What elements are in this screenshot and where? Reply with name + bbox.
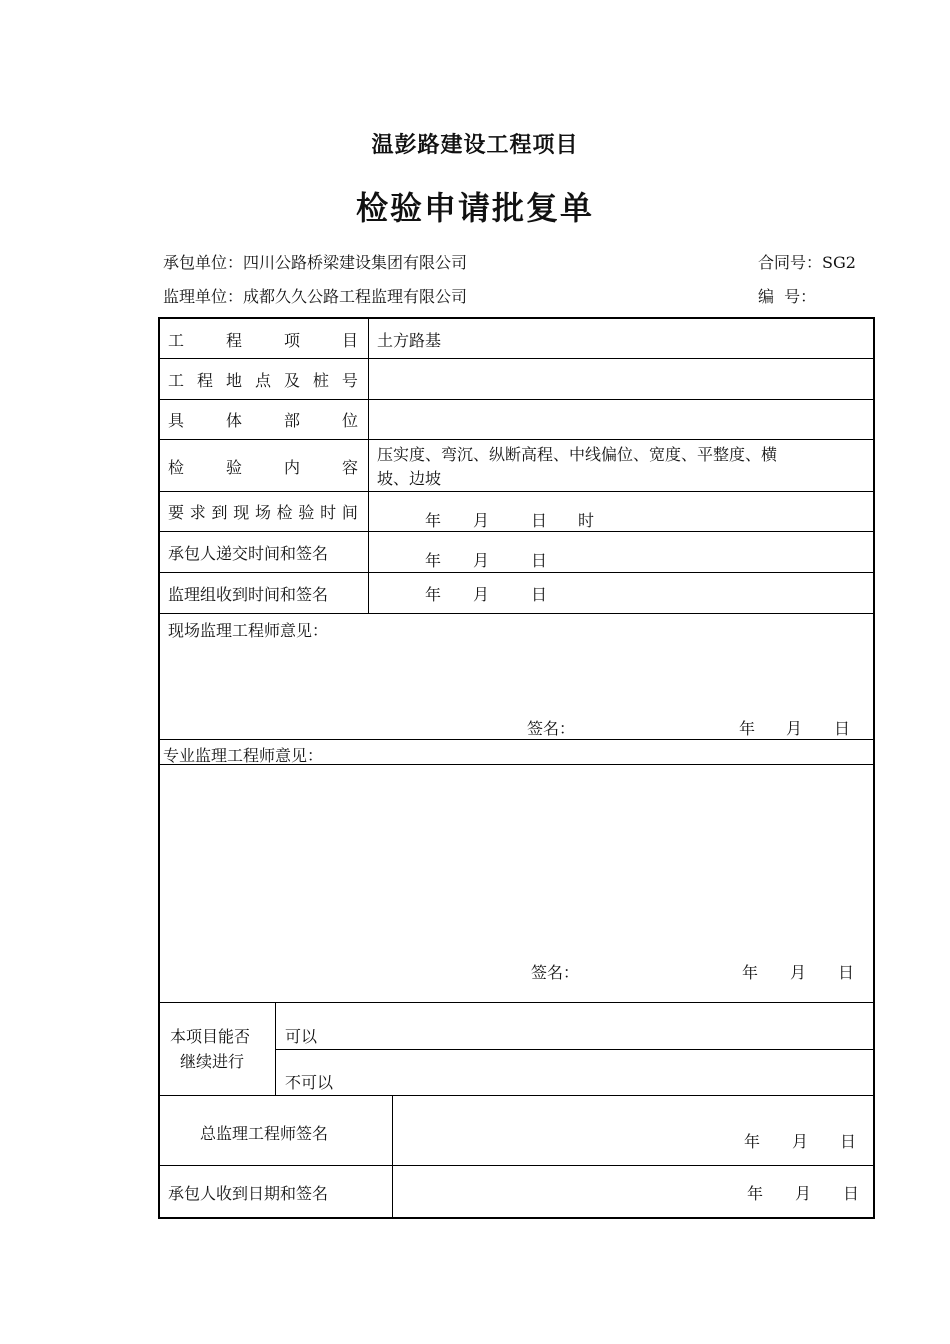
specialist-month: 月 (790, 963, 807, 982)
received-month: 月 (795, 1184, 812, 1203)
field-day: 日 (834, 719, 851, 738)
field-month: 月 (786, 719, 803, 738)
project-title: 温彭路建设工程项目 (371, 132, 579, 158)
continue-option-no: 不可以 (285, 1073, 334, 1092)
submit-year: 年 (425, 551, 442, 570)
continue-option-yes: 可以 (285, 1027, 318, 1046)
specialist-year: 年 (742, 963, 759, 982)
inspect-day: 日 (531, 511, 548, 530)
chief-day: 日 (840, 1132, 857, 1151)
received-day: 日 (843, 1184, 860, 1203)
contractor-submit-label: 承包人递交时间和签名 (168, 544, 329, 563)
content-value-line2: 坡、边坡 (377, 469, 442, 488)
receive-month: 月 (473, 585, 490, 604)
specialist-sign-label: 签名： (531, 963, 580, 982)
inspect-hour: 时 (578, 511, 595, 530)
contract-no-label: 合同号： (758, 253, 823, 272)
supervisor-line (163, 284, 467, 307)
chief-engineer-label: 总监理工程师签名 (200, 1124, 329, 1143)
field-engineer-opinion-label: 现场监理工程师意见： (168, 621, 329, 640)
supervisor-value: 成都久久公路工程监理有限公司 (243, 287, 468, 306)
field-year: 年 (739, 719, 756, 738)
receive-year: 年 (425, 585, 442, 604)
supervisor-receive-label: 监理组收到时间和签名 (168, 585, 329, 604)
location-label: 工 程 地 点 及 桩 号 (168, 371, 358, 390)
specialist-day: 日 (838, 963, 855, 982)
supervisor-label: 监理单位： (163, 287, 244, 306)
project-value: 土方路基 (377, 331, 442, 350)
inspect-year: 年 (425, 511, 442, 530)
form-title: 检验申请批复单 (355, 189, 594, 227)
number-label: 编 号： (758, 287, 817, 306)
contractor-line (163, 250, 467, 273)
contract-no-line (758, 250, 856, 273)
project-label: 工 程 项 目 (168, 331, 358, 350)
contract-no-value: SG2 (822, 253, 856, 272)
inspect-time-label: 要 求 到 现 场 检 验 时 间 (168, 503, 358, 522)
contractor-received-label: 承包人收到日期和签名 (168, 1184, 329, 1203)
continue-question-line1: 本项目能否 (170, 1027, 251, 1046)
part-label: 具 体 部 位 (168, 411, 358, 430)
content-label: 检 验 内 容 (168, 458, 358, 477)
chief-year: 年 (744, 1132, 761, 1151)
specialist-engineer-opinion-label: 专业监理工程师意见： (163, 746, 324, 765)
inspect-month: 月 (473, 511, 490, 530)
contractor-value: 四川公路桥梁建设集团有限公司 (243, 253, 468, 272)
submit-day: 日 (531, 551, 548, 570)
field-sign-label: 签名： (527, 719, 576, 738)
content-value-line1: 压实度、弯沉、纵断高程、中线偏位、宽度、平整度、横 (377, 445, 778, 464)
contractor-label: 承包单位： (163, 253, 244, 272)
chief-month: 月 (792, 1132, 809, 1151)
receive-day: 日 (531, 585, 548, 604)
submit-month: 月 (473, 551, 490, 570)
continue-question-line2: 继续进行 (180, 1052, 245, 1071)
received-year: 年 (747, 1184, 764, 1203)
